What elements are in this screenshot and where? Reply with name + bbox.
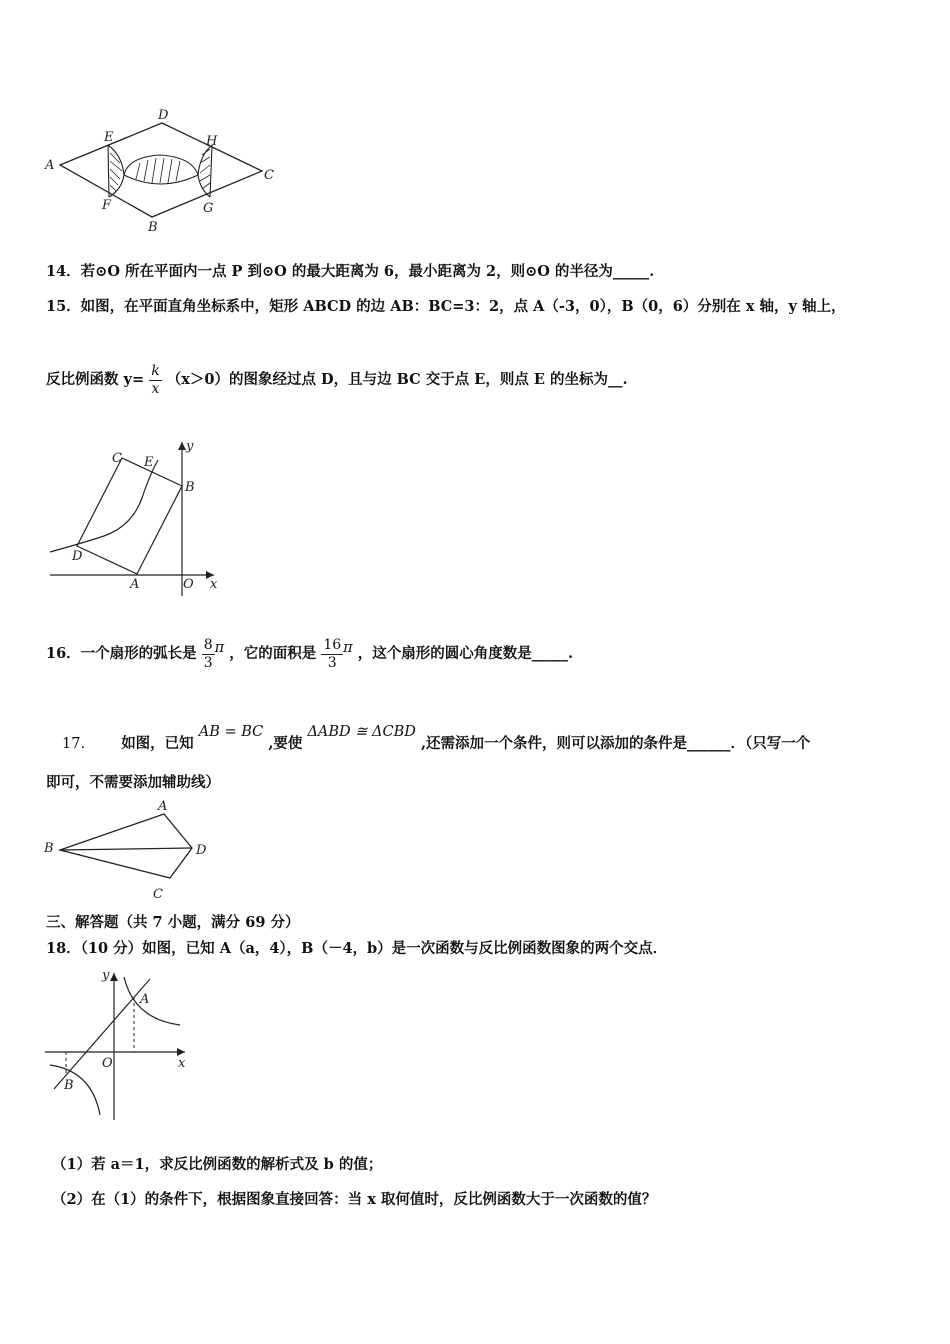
label-G: G bbox=[203, 201, 214, 216]
label-D: D bbox=[158, 108, 169, 123]
label-E: E bbox=[144, 455, 154, 470]
fraction-numerator: 16 bbox=[323, 636, 342, 653]
question-15-line2 bbox=[46, 360, 628, 400]
q17-number: 17. bbox=[62, 736, 86, 752]
label-A: A bbox=[140, 992, 150, 1007]
pi-symbol: π bbox=[214, 640, 225, 656]
pi-symbol: π bbox=[343, 640, 353, 656]
q17-text-post: ,还需添加一个条件，则可以添加的条件是______．（只写一个 bbox=[420, 735, 811, 752]
question-16 bbox=[46, 628, 573, 674]
label-O: O bbox=[102, 1056, 113, 1071]
figure-q13-rhombus bbox=[40, 105, 280, 235]
label-x: x bbox=[178, 1056, 186, 1071]
fraction-numerator: 8 bbox=[203, 636, 213, 653]
figure-q18-graph bbox=[40, 963, 200, 1123]
fraction-16-over-3 bbox=[321, 637, 343, 672]
label-C: C bbox=[264, 168, 274, 183]
fraction-denominator: x bbox=[151, 380, 160, 397]
fraction-denominator: 3 bbox=[203, 654, 213, 671]
question-18: 18．（10 分）如图，已知 A（a，4），B（－4，b）是一次函数与反比例函数图象的两个交点． bbox=[46, 940, 668, 957]
q17-text-mid: ,要使 bbox=[268, 735, 303, 752]
fraction-denominator: 3 bbox=[327, 654, 337, 671]
question-17 bbox=[62, 712, 810, 764]
q16-text-mid: ，它的面积是 bbox=[229, 645, 317, 662]
label-B: B bbox=[148, 220, 158, 235]
q17-text-pre: 如图，已知 bbox=[121, 735, 194, 752]
label-C: C bbox=[153, 887, 163, 902]
label-A: A bbox=[130, 577, 140, 592]
q16-text-post: ，这个扇形的圆心角度数是_____. bbox=[357, 645, 574, 662]
label-y: y bbox=[102, 968, 110, 983]
q15-text-post: （x＞0）的图象经过点 D，且与边 BC 交于点 E，则点 E 的坐标为__. bbox=[166, 371, 628, 388]
label-B: B bbox=[185, 480, 195, 495]
figure-q17-kite bbox=[40, 798, 230, 908]
q15-text-pre: 反比例函数 y= bbox=[46, 371, 145, 388]
q16-text-pre: 16．一个扇形的弧长是 bbox=[46, 645, 197, 662]
label-H: H bbox=[206, 134, 218, 149]
label-D: D bbox=[72, 549, 83, 564]
section-3-title: 三、解答题（共 7 小题，满分 69 分） bbox=[46, 914, 300, 931]
label-C: C bbox=[112, 451, 122, 466]
question-14: 14．若⊙O 所在平面内一点 P 到⊙O 的最大距离为 6，最小距离为 2，则⊙O 的半径为_____. bbox=[46, 263, 655, 280]
fraction-numerator: k bbox=[151, 362, 160, 379]
label-O: O bbox=[183, 577, 194, 592]
label-D: D bbox=[196, 843, 207, 858]
question-15-line1: 15．如图，在平面直角坐标系中，矩形 ABCD 的边 AB：BC=3：2，点 A（-3，0），B（0，6）分别在 x 轴，y 轴上， bbox=[46, 298, 846, 315]
question-17-line2: 即可，不需要添加辅助线） bbox=[46, 774, 220, 791]
label-B: B bbox=[44, 841, 54, 856]
math-congruent: ΔABD ≅ ΔCBD bbox=[307, 724, 416, 740]
fraction-k-over-x bbox=[149, 363, 161, 398]
math-ab-eq-bc: AB = BC bbox=[198, 724, 264, 740]
label-A: A bbox=[158, 799, 168, 814]
label-y: y bbox=[186, 439, 194, 454]
figure-q15-coordinate bbox=[46, 438, 236, 598]
label-E: E bbox=[104, 130, 114, 145]
question-18-part1: （1）若 a＝1，求反比例函数的解析式及 b 的值； bbox=[52, 1156, 383, 1173]
label-B: B bbox=[64, 1078, 74, 1093]
label-x: x bbox=[210, 577, 218, 592]
fraction-8-over-3 bbox=[202, 637, 215, 672]
question-18-part2: （2）在（1）的条件下，根据图象直接回答：当 x 取何值时，反比例函数大于一次函数的值？ bbox=[52, 1191, 657, 1208]
label-F: F bbox=[102, 198, 112, 213]
label-A: A bbox=[45, 158, 55, 173]
